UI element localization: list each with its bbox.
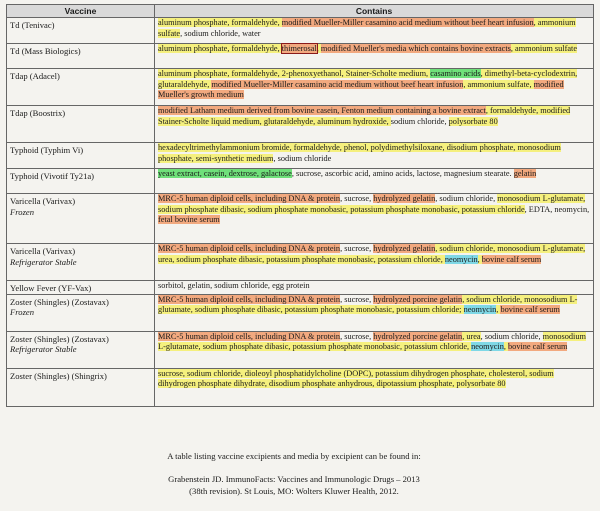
table-row [7, 44, 594, 69]
table-row [7, 69, 594, 106]
vaccine-cell [7, 294, 155, 331]
ingredient-segment: sucrose, sodium chloride, dioleoyl phosphatidylcholine (DOPC), potassium dihydrogen phosphate, cholesterol, sodium dihydrogen phosphate dihydrate, disodium phosphate anhydrous, dipotassium phosphate, polysorbate 80 [158, 368, 554, 389]
ingredient-segment: hydrolyzed porcine gelatin [373, 331, 463, 341]
ingredient-segment: casamino acids [430, 69, 481, 78]
ingredient-segment: modified Latham medium derived from bovine casein, Fenton medium containing a bovine extract [158, 106, 486, 115]
vaccine-cell [7, 281, 155, 295]
ingredient-segment: , sucrose, [340, 331, 374, 341]
contains-cell [155, 368, 594, 406]
ingredient-segment: bovine calf serum [508, 342, 568, 352]
ingredient-segment: bovine calf serum [481, 254, 542, 264]
contains-cell [155, 106, 594, 143]
ingredient-segment: aluminum phosphate, formaldehyde, 2-phenoxyethanol, Stainer-Scholte medium, [158, 69, 431, 78]
vaccine-cell [7, 44, 155, 69]
ingredient-segment: , sucrose, ascorbic acid, amino acids, lactose, magnesium stearate. [291, 169, 514, 178]
contains-cell [155, 244, 594, 281]
ingredient-segment: aluminum phosphate, formaldehyde, [158, 44, 282, 53]
ingredient-segment: , sucrose, [340, 194, 374, 203]
vaccine-cell [7, 143, 155, 169]
vaccine-name: Varicella (Varivax) [10, 246, 76, 256]
table-body [7, 18, 594, 407]
ingredient-segment: , dimethyl-beta-cyclodextrin, glutaraldehyde, [158, 69, 578, 89]
table-row [7, 106, 594, 143]
ingredient-segment: monosodium L-glutamate, sodium phosphate dibasic, potassium phosphate monobasic, potassium chloride, [158, 331, 586, 352]
vaccine-name: Zoster (Shingles) (Zostavax) [10, 296, 109, 307]
contains-cell [155, 69, 594, 106]
citation-line-1: Grabenstein JD. ImmunoFacts: Vaccines and Immunologic Drugs – 2013 [168, 474, 420, 484]
ingredient-segment: , ammonium sulfate, [463, 79, 534, 89]
ingredient-segment: , [477, 254, 482, 264]
ingredient-segment: hydrolyzed porcine gelatin [373, 294, 463, 304]
ingredient-segment: neomycin [463, 305, 497, 315]
ingredient-segment: monosodium L-glutamate, sodium phosphate dibasic, sodium phosphate monobasic, potassium phosphate monobasic, potassium chloride [158, 194, 586, 214]
ingredient-segment: , [496, 305, 501, 315]
footer-note: A table listing vaccine excipients and media by excipient can be found in: [167, 451, 421, 461]
vaccine-cell [7, 194, 155, 244]
contains-cell [155, 331, 594, 368]
ingredient-segment: neomycin [444, 254, 478, 264]
vaccine-name: Zoster (Shingles) (Shingrix) [10, 370, 107, 381]
ingredient-segment: thimerosal [281, 44, 317, 53]
ingredient-segment: modified Mueller-Miller casamino acid medium without beef heart infusion [211, 79, 464, 89]
vaccine-name: Yellow Fever (YF-Vax) [10, 283, 92, 293]
vaccine-cell [7, 368, 155, 406]
footer-citation [0, 473, 588, 497]
vaccine-name: Varicella (Varivax) [10, 196, 76, 206]
vaccine-cell [7, 331, 155, 368]
ingredient-segment: neomycin [471, 342, 504, 352]
ingredient-segment: modified Mueller's growth medium [158, 79, 564, 100]
vaccine-storage-note: Refrigerator Stable [10, 256, 77, 267]
ingredient-segment: MRC-5 human diploid cells, including DNA & protein [158, 294, 341, 304]
table-row [7, 331, 594, 368]
header-contains: Contains [155, 5, 594, 18]
vaccine-name: Td (Tenivac) [10, 20, 55, 30]
contains-cell [155, 294, 594, 331]
ingredient-segment: fetal bovine serum [158, 215, 220, 225]
ingredient-segment: gelatin [513, 169, 537, 178]
vaccine-storage-note: Frozen [10, 307, 35, 318]
contains-cell [155, 281, 594, 295]
table-row [7, 143, 594, 169]
vaccine-name: Zoster (Shingles) (Zostavax) [10, 333, 109, 344]
ingredient-segment: bovine calf serum [500, 305, 560, 315]
ingredient-segment: MRC-5 human diploid cells, including DNA & protein [158, 194, 341, 203]
ingredient-segment: , [316, 44, 321, 53]
table-row [7, 368, 594, 406]
citation-line-2: (38th revision). St Louis, MO: Wolters Kluwer Health, 2012. [189, 486, 399, 496]
table-header-row [7, 5, 594, 18]
ingredient-segment: , sodium chloride, water [180, 28, 261, 38]
ingredient-segment: , sodium chloride, [435, 194, 498, 203]
header-vaccine: Vaccine [7, 5, 155, 18]
ingredient-segment: modified Mueller's media which contains bovine extracts [320, 44, 511, 53]
ingredient-segment: , sodium chloride, monosodium L-glutamate, urea, sodium phosphate dibasic, potassium phosphate monobasic, potassium chloride, [158, 244, 586, 264]
contains-cell [155, 18, 594, 44]
contains-cell [155, 44, 594, 69]
vaccine-name: Typhoid (Typhim Vi) [10, 145, 84, 155]
contains-cell [155, 169, 594, 194]
vaccine-cell [7, 169, 155, 194]
ingredient-segment: sodium chloride, [390, 116, 449, 126]
vaccine-name: Typhoid (Vivotif Ty21a) [10, 171, 95, 181]
table-row [7, 294, 594, 331]
vaccine-storage-note: Refrigerator Stable [10, 344, 77, 355]
ingredient-segment: hydrolyzed gelatin [373, 244, 436, 253]
table-row [7, 194, 594, 244]
vaccine-cell [7, 18, 155, 44]
ingredient-segment: , sodium chloride, monosodium L-glutamate, sodium phosphate dibasic, potassium phosphate monobasic, potassium chloride; [158, 294, 578, 315]
vaccine-name: Tdap (Adacel) [10, 71, 60, 81]
ingredient-segment: , sucrose, [340, 294, 374, 304]
table-row [7, 244, 594, 281]
vaccine-name: Td (Mass Biologics) [10, 46, 81, 56]
ingredient-segment: hydrolyzed gelatin [373, 194, 436, 203]
excipient-table-sheet [6, 4, 594, 407]
ingredient-segment: , sodium chloride, [480, 331, 543, 341]
ingredient-segment: modified Mueller-Miller casamino acid medium without beef heart infusion [281, 18, 534, 27]
ingredient-segment: sorbitol, gelatin, sodium chloride, egg protein [158, 281, 310, 290]
vaccine-storage-note: Frozen [10, 206, 35, 217]
table-row [7, 18, 594, 44]
ingredient-segment: , sodium chloride [273, 153, 332, 163]
ingredient-segment: , [503, 342, 509, 352]
ingredient-segment: , ammonium sulfate [158, 18, 576, 38]
vaccine-cell [7, 69, 155, 106]
ingredient-segment: , EDTA, neomycin, [524, 204, 590, 214]
ingredient-segment: MRC-5 human diploid cells, including DNA & protein [158, 244, 341, 253]
contains-cell [155, 143, 594, 169]
ingredient-segment: , formaldehyde, modified Stainer-Scholte liquid medium, glutaraldehyde, aluminum hydroxide, [158, 106, 571, 126]
ingredient-segment: hexadecyltrimethylammonium bromide, formaldehyde, phenol, polydimethylsiloxane, disodium phosphate, monosodium phosphate, semi-synthetic medium [158, 143, 561, 163]
ingredient-segment: MRC-5 human diploid cells, including DNA & protein [158, 331, 341, 341]
vaccine-excipient-table [6, 4, 594, 407]
ingredient-segment: , ammonium sulfate [510, 44, 578, 53]
ingredient-segment: , sucrose, [340, 244, 374, 253]
vaccine-cell [7, 106, 155, 143]
table-row [7, 169, 594, 194]
ingredient-segment: aluminum phosphate, formaldehyde, [158, 18, 282, 27]
contains-cell [155, 194, 594, 244]
ingredient-segment: yeast extract, casein, dextrose, galactose [158, 169, 292, 178]
vaccine-cell [7, 244, 155, 281]
table-row [7, 281, 594, 295]
ingredient-segment: polysorbate 80 [448, 116, 498, 126]
ingredient-segment: , urea [462, 331, 481, 341]
vaccine-name: Tdap (Boostrix) [10, 108, 66, 118]
